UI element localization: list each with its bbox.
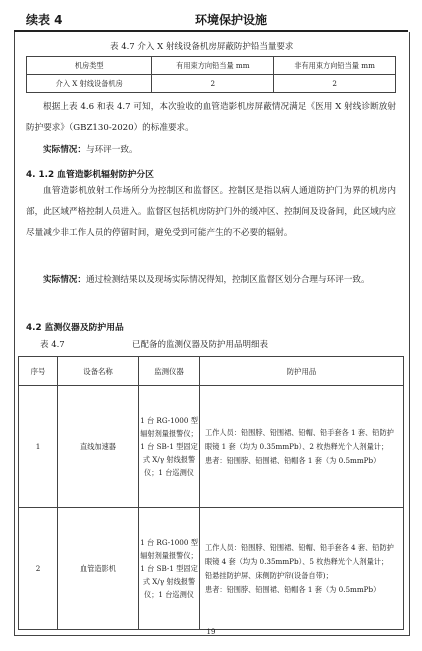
actual-label: 实际情况：: [43, 275, 86, 285]
device-name: 直线加速器: [58, 386, 139, 508]
protection-line: 患者：铅围脖、铅围裙、铅帽各 1 套（为 0.5mmPb）: [205, 455, 381, 465]
paragraph-zoning: 血管造影机放射工作场所分为控制区和监督区。控制区是指以病人通道防护门为界的机房内部，此区域严格控制人员进入。监督区包括机房防护门外的缓冲区、控制间及设备间，此区域内应尽量减少非工作人员的停留时间，避免受到可能产生的不必要的辐射。: [26, 186, 396, 238]
table-header: 非有用束方向铅当量 mm: [274, 57, 396, 75]
actual-situation-1: [26, 140, 396, 161]
table-header: 机房类型: [27, 57, 152, 75]
page-header: [14, 6, 408, 32]
table-header: 序号: [19, 357, 58, 386]
table2-caption-number: 表 4.7: [40, 340, 65, 350]
table-row: [19, 508, 404, 630]
table-header: 有用束方向铅当量 mm: [152, 57, 274, 75]
protection-items: [200, 508, 404, 630]
table-cell: 介入 X 射线设备机房: [27, 75, 152, 93]
protection-line: 工作人员：铅围脖、铅围裙、铅帽、铅手套各 1 套、铅防护眼镜 1 套（均为 0.35mmPb）、2 枚热释光个人剂量计；: [205, 427, 394, 451]
table-header-row: [19, 357, 404, 386]
actual-label: 实际情况：: [43, 145, 86, 155]
shielding-table: [26, 56, 396, 93]
row-number: 1: [19, 386, 58, 508]
table-row: [27, 75, 396, 93]
actual-text: 与环评一致。: [85, 145, 138, 155]
actual-situation-2: [26, 270, 396, 291]
table-header: 监测仪器: [139, 357, 200, 386]
table-header-row: [27, 57, 396, 75]
monitoring-instrument: 1 台 RG-1000 型辐射剂量报警仪；1 台 SB-1 型固定式 X/γ 射线报警仪；1 台巡测仪: [139, 386, 200, 508]
table1-caption: 表 4.7 介入 X 射线设备机房屏蔽防护铅当量要求: [110, 42, 294, 52]
protection-items: [200, 386, 404, 508]
table-cell: 2: [152, 75, 274, 93]
table-cell: 2: [274, 75, 396, 93]
device-name: 血管造影机: [58, 508, 139, 630]
row-number: 2: [19, 508, 58, 630]
page-number: 19: [206, 628, 216, 636]
paragraph-standard: 根据上表 4.6 和表 4.7 可知，本次验收的血管造影机房屏蔽情况满足《医用 X 射线诊断放射防护要求》（GBZ130-2020）的标准要求。: [26, 102, 396, 133]
protection-line: 工作人员：铅围脖、铅围裙、铅帽、铅手套各 4 套、铅防护眼镜 4 套（均为 0.35mmPb）、5 枚热释光个人剂量计；: [205, 542, 394, 566]
header-continuation: 续表 4: [26, 13, 63, 27]
protection-line: 铅悬挂防护屏、床侧防护帘(设备自带)；: [205, 570, 333, 580]
monitoring-instrument: 1 台 RG-1000 型辐射剂量报警仪；1 台 SB-1 型固定式 X/γ 射线报警仪；1 台巡测仪: [139, 508, 200, 630]
protection-line: 患者：铅围脖、铅围裙、铅帽各 1 套（为 0.5mmPb）: [205, 584, 381, 594]
section-heading-instruments: 4.2 监测仪器及防护用品: [26, 323, 124, 333]
actual-text: 通过检测结果以及现场实际情况得知，控制区监督区划分合理与环评一致。: [85, 275, 370, 285]
header-title: 环境保护设施: [195, 13, 268, 27]
table-header: 防护用品: [200, 357, 404, 386]
table-row: [19, 386, 404, 508]
section-heading-zoning: 4. 1.2 血管造影机辐射防护分区: [26, 170, 154, 180]
equipment-table: [18, 356, 404, 630]
table-header: 设备名称: [58, 357, 139, 386]
table2-caption-title: 已配备的监测仪器及防护用品明细表: [132, 340, 269, 350]
